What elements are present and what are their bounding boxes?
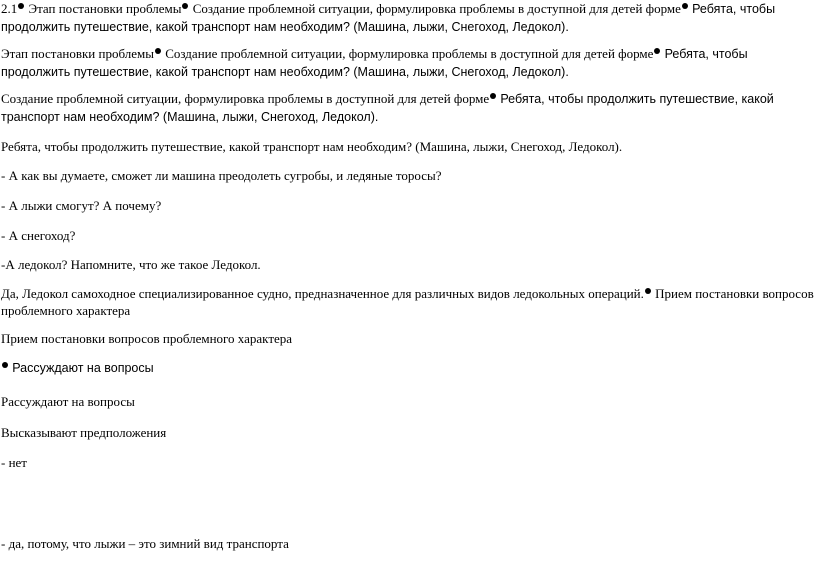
paragraph-11: [1, 359, 815, 377]
paragraph-7: - А снегоход?: [1, 228, 76, 243]
paragraph-14: - нет: [1, 455, 27, 470]
paragraph-1-part2: Создание проблемной ситуации, формулировка проблемы в доступной для детей форме: [192, 1, 681, 16]
paragraph-8: -А ледокол? Напомните, что же такое Ледокол.: [1, 257, 261, 272]
paragraph-4: Ребята, чтобы продолжить путешествие, какой транспорт нам необходим? (Машина, лыжи, Снегоход, Ледокол).: [1, 139, 623, 154]
bullet-icon: [182, 3, 188, 9]
bullet-icon: [18, 3, 24, 9]
paragraph-2: [1, 45, 815, 81]
paragraph-2-part3: Ребята, чтобы продолжить путешествие, какой транспорт нам необходим? (Машина, лыжи, Снегоход, Ледокол).: [1, 47, 748, 79]
paragraph-9: [1, 285, 815, 319]
bullet-icon: [2, 362, 8, 368]
paragraph-3: [1, 90, 815, 126]
paragraph-13: Высказывают предположения: [1, 425, 167, 440]
paragraph-9-part1: Да, Ледокол самоходное специализированное судно, предназначенное для различных видов ледокольных операций.: [1, 286, 644, 301]
paragraph-11-text: Рассуждают на вопросы: [12, 361, 154, 375]
bullet-icon: [155, 48, 161, 54]
paragraph-1-prefix: 2.1: [1, 1, 18, 16]
paragraph-12: Рассуждают на вопросы: [1, 394, 135, 409]
paragraph-9-part2: Прием постановки вопросов проблемного характера: [1, 286, 814, 318]
paragraph-2-part1: Этап постановки проблемы: [1, 46, 154, 61]
bullet-icon: [682, 3, 688, 9]
paragraph-3-part2: Ребята, чтобы продолжить путешествие, какой транспорт нам необходим? (Машина, лыжи, Снегоход, Ледокол).: [1, 92, 774, 124]
paragraph-15: - да, потому, что лыжи – это зимний вид транспорта: [1, 536, 289, 551]
paragraph-10: Прием постановки вопросов проблемного характера: [1, 331, 293, 346]
paragraph-5: - А как вы думаете, сможет ли машина преодолеть сугробы, и ледяные торосы?: [1, 168, 442, 183]
paragraph-3-part1: Создание проблемной ситуации, формулировка проблемы в доступной для детей форме: [1, 91, 490, 106]
paragraph-1-part1: Этап постановки проблемы: [28, 1, 182, 16]
paragraph-2-part2: Создание проблемной ситуации, формулировка проблемы в доступной для детей форме: [165, 46, 654, 61]
bullet-icon: [654, 48, 660, 54]
bullet-icon: [645, 288, 651, 294]
paragraph-1: [1, 0, 815, 36]
paragraph-6: - А лыжи смогут? А почему?: [1, 198, 162, 213]
bullet-icon: [490, 93, 496, 99]
paragraph-1-part3: Ребята, чтобы продолжить путешествие, какой транспорт нам необходим? (Машина, лыжи, Снегоход, Ледокол).: [1, 2, 776, 34]
